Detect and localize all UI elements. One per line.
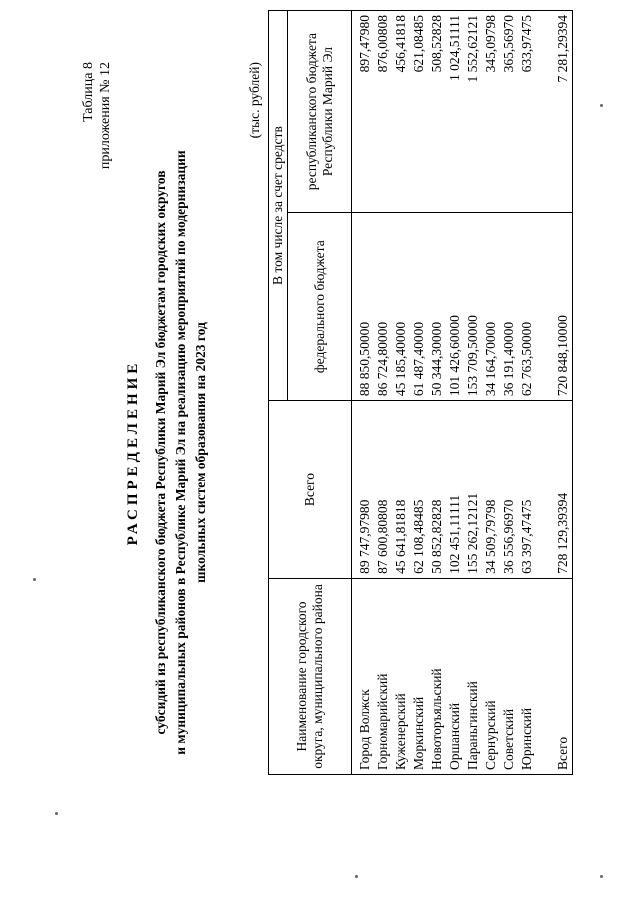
row-name: Юринский xyxy=(518,578,536,774)
row-republic: 365,56970 xyxy=(500,11,518,213)
total-row-total: 728 129,39394 xyxy=(536,401,573,579)
row-republic: 1 024,51111 xyxy=(446,11,464,213)
row-total: 50 852,82828 xyxy=(428,401,446,579)
table-row xyxy=(410,11,428,775)
row-federal: 36 191,40000 xyxy=(500,213,518,401)
row-federal: 101 426,60000 xyxy=(446,213,464,401)
row-republic: 345,09798 xyxy=(482,11,500,213)
row-name: Оршанский xyxy=(446,578,464,774)
total-row-republic: 7 281,29394 xyxy=(536,11,573,213)
table-row xyxy=(500,11,518,775)
row-federal: 62 763,50000 xyxy=(518,213,536,401)
row-republic: 897,47980 xyxy=(352,11,375,213)
row-republic: 456,41818 xyxy=(392,11,410,213)
row-name: Куженерский xyxy=(392,578,410,774)
row-name: Советский xyxy=(500,578,518,774)
total-row-name: Всего xyxy=(536,578,573,774)
header-sub-group: В том числе за счет средств xyxy=(269,11,288,401)
table-number-caption: Таблица 8 xyxy=(81,62,96,122)
row-name: Город Волжск xyxy=(352,578,375,774)
scan-speck xyxy=(55,812,58,815)
document-heading: РАСПРЕДЕЛЕНИЕ xyxy=(125,359,141,546)
row-federal: 50 344,30000 xyxy=(428,213,446,401)
table-row xyxy=(518,11,536,775)
row-federal: 153 709,50000 xyxy=(464,213,482,401)
header-name: Наименование городского округа, муниципального района xyxy=(269,578,352,774)
row-total: 89 747,97980 xyxy=(352,401,375,579)
row-republic: 1 552,62121 xyxy=(464,11,482,213)
row-federal: 88 850,50000 xyxy=(352,213,375,401)
header-republic: республиканского бюджета Республики Марий Эл xyxy=(288,11,352,213)
table-row xyxy=(392,11,410,775)
subtitle-line-2: и муниципальных районов в Республике Марий Эл на реализацию мероприятий по модернизации xyxy=(173,150,188,755)
row-total: 34 509,79798 xyxy=(482,401,500,579)
row-total: 63 397,47475 xyxy=(518,401,536,579)
row-total: 36 556,96970 xyxy=(500,401,518,579)
table-row xyxy=(482,11,500,775)
total-row xyxy=(536,11,573,775)
row-federal: 61 487,40000 xyxy=(410,213,428,401)
table-row xyxy=(446,11,464,775)
distribution-table xyxy=(268,10,573,775)
row-total: 155 262,12121 xyxy=(464,401,482,579)
table-row xyxy=(352,11,375,775)
row-total: 45 641,81818 xyxy=(392,401,410,579)
row-republic: 508,52828 xyxy=(428,11,446,213)
scan-speck xyxy=(600,104,603,107)
row-name: Моркинский xyxy=(410,578,428,774)
row-federal: 86 724,80000 xyxy=(374,213,392,401)
row-name: Параньгинский xyxy=(464,578,482,774)
header-total: Всего xyxy=(269,401,352,579)
subtitle-line-1: субсидий из республиканского бюджета Республики Марий Эл бюджетам городских округов xyxy=(153,170,168,735)
row-republic: 876,00808 xyxy=(374,11,392,213)
subtitle-line-3: школьных систем образования на 2023 год xyxy=(193,322,208,583)
row-federal: 34 164,70000 xyxy=(482,213,500,401)
row-republic: 621,08485 xyxy=(410,11,428,213)
row-name: Сернурский xyxy=(482,578,500,774)
total-row-federal: 720 848,10000 xyxy=(536,213,573,401)
table-row xyxy=(464,11,482,775)
row-total: 62 108,48485 xyxy=(410,401,428,579)
row-name: Новоторъяльский xyxy=(428,578,446,774)
unit-label: (тыс. рублей) xyxy=(247,62,262,139)
scan-speck xyxy=(355,875,358,878)
table-row xyxy=(428,11,446,775)
row-name: Горномарийский xyxy=(374,578,392,774)
scan-speck xyxy=(600,875,603,878)
row-federal: 45 185,40000 xyxy=(392,213,410,401)
row-republic: 633,97475 xyxy=(518,11,536,213)
appendix-caption: приложения № 12 xyxy=(98,62,113,170)
scan-speck xyxy=(33,578,36,581)
table-row xyxy=(374,11,392,775)
row-total: 87 600,80808 xyxy=(374,401,392,579)
row-total: 102 451,11111 xyxy=(446,401,464,579)
header-federal: федерального бюджета xyxy=(288,213,352,401)
